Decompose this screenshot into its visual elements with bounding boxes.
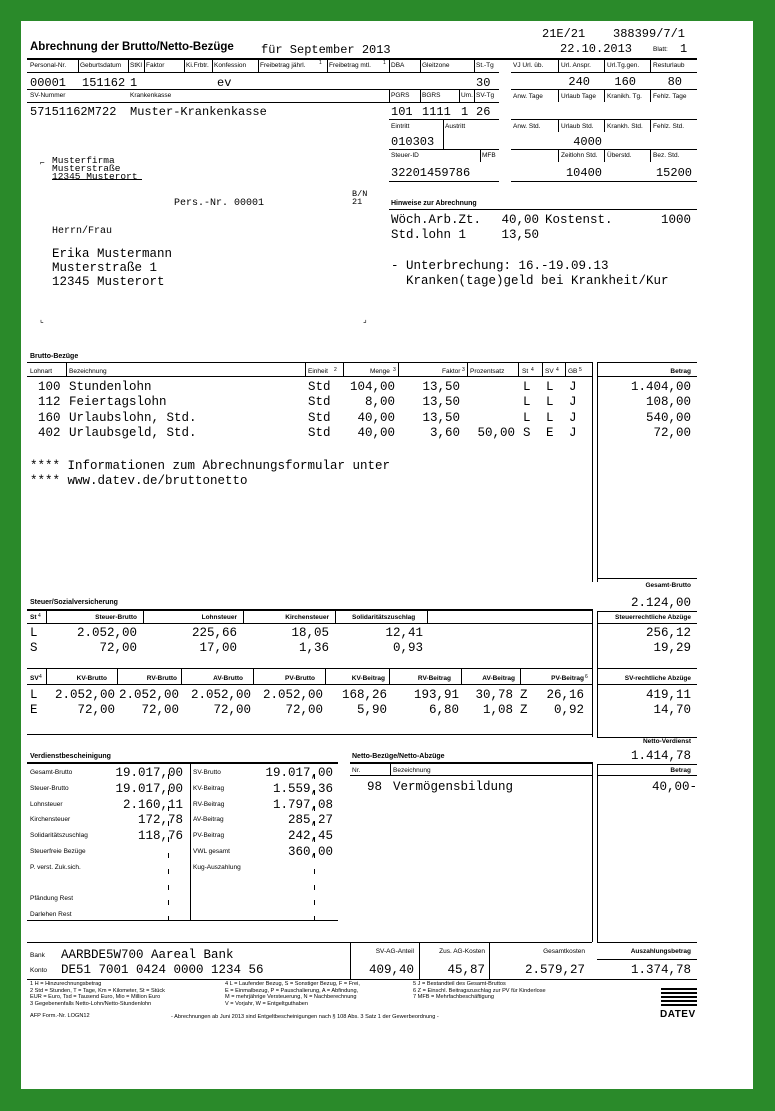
decimal-tick <box>168 774 169 779</box>
sv-rv-brutto: 2.052,00 <box>119 688 180 702</box>
corner-mark: ⌐ <box>40 158 45 167</box>
lohnart-gb: J <box>569 395 577 410</box>
lohnart-betrag: 72,00 <box>653 425 691 440</box>
verdienst-value: 118,76 <box>137 829 183 844</box>
lohnart-sv: L <box>546 410 554 425</box>
label-krankenkasse: Krankenkasse <box>130 92 172 99</box>
decimal-tick <box>168 916 169 921</box>
label-um: Um. <box>461 92 473 99</box>
lohnart-st: L <box>523 380 531 394</box>
verdienst-value: 285,27 <box>287 813 333 828</box>
sv-pv-brutto: 72,00 <box>285 703 323 717</box>
h-av-beitrag: AV-Beitrag <box>482 675 515 682</box>
lohnart-st: L <box>523 410 531 425</box>
decimal-tick <box>314 790 315 795</box>
label-st-tg: St.-Tg <box>476 62 494 69</box>
label-fehlz-std: Fehlz. Std. <box>653 123 685 130</box>
label-dba: DBA <box>391 62 405 69</box>
footnote-line: 1 H = Hinzurechnungsbetrag <box>30 981 102 987</box>
lohnart-gb: J <box>569 425 577 440</box>
h-st: St <box>522 368 529 375</box>
lohnart-sv: L <box>546 395 554 410</box>
sv-kv-brutto: 72,00 <box>77 703 115 717</box>
netto-nr: 98 <box>366 780 382 794</box>
label-freibetrag-jaehrl: Freibetrag jährl. <box>260 62 306 69</box>
fn-4a: 4 <box>531 367 534 373</box>
verdienst-label: Lohnsteuer <box>30 800 63 808</box>
decimal-tick <box>314 900 315 905</box>
sv-av-beitrag: 30,78 <box>475 688 513 702</box>
steuer-lohnsteuer: 17,00 <box>199 641 237 655</box>
lohnart-nr: 402 <box>38 425 61 440</box>
h-prozentsatz: Prozentsatz <box>470 368 505 375</box>
sv-ag-value: 409,40 <box>368 963 414 977</box>
decimal-tick <box>168 790 169 795</box>
lohnart-bezeichnung: Urlaubslohn, Std. <box>69 410 197 425</box>
hinweis-line2: Kranken(tage)geld bei Krankheit/Kur <box>406 274 669 288</box>
netto-betrag: 40,00- <box>651 780 697 794</box>
value-resturlaub: 80 <box>667 75 682 89</box>
sv-right-value: 419,11 <box>645 688 691 702</box>
netto-verdienst-value: 1.414,78 <box>630 749 691 763</box>
decimal-tick <box>168 806 169 811</box>
blatt-value: 1 <box>680 42 688 56</box>
verdienst-value: 19.017,00 <box>115 781 183 796</box>
verdienst-label: VWL gesamt <box>193 848 230 855</box>
lohnart-faktor: 13,50 <box>422 395 460 410</box>
sv-kv-brutto: 2.052,00 <box>54 688 115 702</box>
lohnart-einheit: Std <box>308 425 331 440</box>
label-ki-frbtr: Ki.Frbtr. <box>186 62 209 69</box>
sv-rv-beitrag: 6,80 <box>428 703 459 717</box>
h-faktor: Faktor <box>442 368 461 375</box>
lohnart-sv: L <box>546 380 554 394</box>
value-konfession: ev <box>217 76 232 90</box>
stdlohn-value: 13,50 <box>501 228 539 242</box>
verdienst-title: Verdienstbescheinigung <box>30 753 111 760</box>
bank-value: AARBDE5W700 Aareal Bank <box>61 948 234 962</box>
footnote-line: EUR = Euro, Tsd = Tausend Euro, Mio = Million Euro <box>30 994 161 1001</box>
verdienst-label: Steuer-Brutto <box>30 784 69 792</box>
lohnart-st: L <box>523 395 531 410</box>
h-menge: Menge <box>370 368 390 375</box>
fn-3b: 3 <box>462 367 465 373</box>
lohnart-gb: J <box>569 410 577 425</box>
value-stkl: 1 <box>130 76 138 90</box>
auszahlung-label: Auszahlungsbetrag <box>630 948 691 955</box>
empfaenger-street: Musterstraße 1 <box>52 261 158 275</box>
sv-pv-beitrag: 0,92 <box>553 703 584 717</box>
netto-bezeichnung: Vermögensbildung <box>393 780 514 794</box>
datev-stripes-icon <box>661 988 697 1006</box>
h-pv-brutto: PV-Brutto <box>285 675 315 682</box>
h-rv-brutto: RV-Brutto <box>146 675 177 682</box>
value-urlaub-std: 4000 <box>573 135 602 149</box>
steuer-lohnsteuer: 225,66 <box>191 626 237 640</box>
decimal-tick <box>168 869 169 874</box>
stdlohn-label: Std.lohn 1 <box>391 228 467 242</box>
footnote-line: E = Einmalbezug, P = Pauschalierung, A = Abfindung, <box>225 987 359 994</box>
verdienst-value: 2.160,11 <box>122 797 183 812</box>
label-faktor: Faktor <box>146 62 165 69</box>
firma-name: Musterfirma <box>52 155 115 166</box>
value-eintritt: 010303 <box>391 135 435 149</box>
label-fehlz-tage: Fehlz. Tage <box>653 93 687 100</box>
h-sv2: SV <box>30 675 39 682</box>
verdienst-value: 1.559,36 <box>272 781 333 796</box>
fn-6: 6 <box>585 674 588 680</box>
lohnart-betrag: 1.404,00 <box>630 380 691 394</box>
fn-2: 2 <box>334 367 337 373</box>
value-krankenkasse: Muster-Krankenkasse <box>130 105 267 119</box>
steuer-brutto: 72,00 <box>99 641 137 655</box>
label-bez-std: Bez. Std. <box>653 152 680 159</box>
label-sv-tg: SV-Tg <box>476 92 495 99</box>
label-gleitzone: Gleitzone <box>422 62 450 69</box>
gesamt-brutto-value: 2.124,00 <box>630 596 691 610</box>
label-eintritt: Eintritt <box>391 123 410 130</box>
sv-z-flag: Z <box>520 703 528 717</box>
netto-h-bez: Bezeichnung <box>393 767 431 774</box>
header-ref: 388399/7/1 <box>613 27 686 41</box>
h-av-brutto: AV-Brutto <box>213 675 243 682</box>
lohnart-faktor: 13,50 <box>422 380 460 394</box>
lohnart-menge: 8,00 <box>364 395 395 410</box>
steuer-right-value: 256,12 <box>645 626 691 640</box>
steuer-st: S <box>30 641 38 655</box>
zus-ag-value: 45,87 <box>447 963 485 977</box>
label-anw-std: Anw. Std. <box>513 123 541 130</box>
steuer-brutto: 2.052,00 <box>76 626 137 640</box>
header-date: 22.10.2013 <box>560 42 633 56</box>
verdienst-label: P. verst. Zuk.sich. <box>30 863 81 871</box>
konto-value: DE51 7001 0424 0000 1234 56 <box>61 963 264 977</box>
label-urlaub-std: Urlaub Std. <box>561 123 594 130</box>
footnotes-col-1 <box>30 981 165 1007</box>
verdienst-label: Kug-Auszahlung <box>193 863 241 871</box>
decimal-tick <box>314 869 315 874</box>
bn-bottom: 21 <box>352 197 363 207</box>
datev-logo: DATEV <box>660 1009 696 1020</box>
lohnart-betrag: 108,00 <box>645 395 691 410</box>
verdienst-label: Darlehen Rest <box>30 911 72 919</box>
fn-5: 5 <box>579 367 582 373</box>
steuer-right-value: 19,29 <box>653 641 691 655</box>
h-kv-brutto: KV-Brutto <box>76 675 107 682</box>
verdienst-label: KV-Beitrag <box>193 784 225 792</box>
verdienst-value: 19.017,00 <box>115 766 183 780</box>
decimal-tick <box>168 837 169 842</box>
lohnart-nr: 160 <box>38 410 61 425</box>
value-st-tg: 30 <box>476 76 491 90</box>
h-gb: GB <box>568 368 578 375</box>
payslip-sheet <box>21 21 753 1089</box>
footnotes-col-3 <box>413 981 546 1001</box>
label-austritt: Austritt <box>445 123 466 130</box>
footnotes-col-2 <box>225 981 360 1007</box>
lohnart-einheit: Std <box>308 410 331 425</box>
sv-right-label: SV-rechtliche Abzüge <box>624 675 691 682</box>
label-anw-tage: Anw. Tage <box>513 93 543 100</box>
label-freibetrag-mtl: Freibetrag mtl. <box>329 62 371 69</box>
gesamtkosten-label: Gesamtkosten <box>543 948 585 955</box>
sv-pv-beitrag: 26,16 <box>546 688 584 702</box>
woech-value: 40,00 <box>501 213 539 227</box>
steuer-kirchensteuer: 1,36 <box>298 641 329 655</box>
h-rv-beitrag: RV-Beitrag <box>417 675 451 682</box>
footnote-line: 5 J = Bestandteil des Gesamt-Bruttos <box>413 981 506 987</box>
label-ueberstd: Überstd. <box>607 152 632 159</box>
verdienst-label: RV-Beitrag <box>193 800 225 808</box>
footnote-line: V = Vorjahr, W = Entgeltguthaben <box>225 1000 309 1007</box>
decimal-tick <box>168 821 169 826</box>
label-zeitlohn-std: Zeitlohn Std. <box>561 152 598 159</box>
h-steuer-brutto: Steuer-Brutto <box>95 614 137 621</box>
h-bezeichnung: Bezeichnung <box>69 368 107 375</box>
h-lohnsteuer: Lohnsteuer <box>201 614 237 621</box>
firma-city: 12345 Musterort <box>52 171 138 182</box>
lohnart-faktor: 3,60 <box>429 425 460 440</box>
steuer-kirchensteuer: 18,05 <box>291 626 329 640</box>
value-steuer-id: 32201459786 <box>391 166 471 180</box>
empfaenger-name: Erika Mustermann <box>52 247 173 261</box>
h-betrag: Betrag <box>670 368 691 375</box>
decimal-tick <box>314 821 315 826</box>
value-geburtsdatum: 151162 <box>82 76 126 90</box>
verdienst-value: 172,78 <box>137 813 183 828</box>
fn-3a: 3 <box>393 367 396 373</box>
steuer-right-label: Steuerrechtliche Abzüge <box>615 614 691 621</box>
lohnart-bezeichnung: Feiertagslohn <box>69 395 167 410</box>
lohnart-st: S <box>523 425 531 440</box>
info-line-2: **** www.datev.de/bruttonetto <box>30 474 248 488</box>
h-kv-beitrag: KV-Beitrag <box>351 675 385 682</box>
empfaenger-city: 12345 Musterort <box>52 275 165 289</box>
label-sv-nummer: SV-Nummer <box>30 92 66 99</box>
verdienst-label: Pfändung Rest <box>30 895 74 903</box>
corner-mark: ⌞ <box>40 315 44 324</box>
gesamtkosten-value: 2.579,27 <box>524 963 585 977</box>
brutto-title: Brutto-Bezüge <box>30 353 79 360</box>
lohnart-nr: 100 <box>38 380 61 394</box>
info-line-1: **** Informationen zum Abrechnungsformular unter <box>30 459 391 473</box>
verdienst-label: Gesamt-Brutto <box>30 769 73 776</box>
footnote-line: 6 Z = Einschl. Beitragszuschlag zur PV für Kinderlose <box>413 987 546 994</box>
value-sv-nummer: 57151162M722 <box>30 105 117 119</box>
lohnart-menge: 40,00 <box>357 410 395 425</box>
decimal-tick <box>314 885 315 890</box>
sv-kz: E <box>30 703 38 717</box>
label-krankh-std: Krankh. Std. <box>607 123 643 130</box>
legal-note: - Abrechnungen ab Juni 2013 sind Entgeltbescheinigungen nach § 108 Abs. 3 Satz 1 der Gewerbeordnung - <box>171 1014 439 1020</box>
verdienst-label: Solidaritätszuschlag <box>30 832 88 840</box>
sv-ag-label: SV-AG-Anteil <box>375 948 414 955</box>
sv-av-brutto: 2.052,00 <box>190 688 251 702</box>
label-personal-nr: Personal-Nr. <box>30 62 67 69</box>
verdienst-value: 360,00 <box>287 845 333 859</box>
footnote-1b: 1 <box>383 60 386 66</box>
value-url-anspr: 240 <box>568 75 590 89</box>
label-urlaub-tage: Urlaub Tage <box>561 93 596 100</box>
lohnart-menge: 40,00 <box>357 425 395 440</box>
footnote-line: 2 Std = Stunden, T = Tage, Km = Kilometer, St = Stück <box>30 987 165 994</box>
decimal-tick <box>314 853 315 858</box>
value-sv-tg: 26 <box>476 105 491 119</box>
decimal-tick <box>168 853 169 858</box>
value-url-tg-gen: 160 <box>614 75 636 89</box>
decimal-tick <box>168 885 169 890</box>
sv-right-value: 14,70 <box>653 703 691 717</box>
sv-rv-beitrag: 193,91 <box>413 688 459 702</box>
sv-av-beitrag: 1,08 <box>482 703 513 717</box>
hinweis-line1: - Unterbrechung: 16.-19.09.13 <box>391 259 609 273</box>
verdienst-label: Kirchensteuer <box>30 816 71 824</box>
label-pgrs: PGRS <box>391 92 410 99</box>
h-soli: Solidaritätszuschlag <box>352 614 416 621</box>
footnote-line: M = mehrjährige Versteuerung, N = Nachberechnung <box>225 994 357 1001</box>
steuer-soli: 0,93 <box>392 641 423 655</box>
bank-label: Bank <box>30 952 45 959</box>
footnote-line: 4 L = Laufender Bezug, S = Sonstiger Bezug, F = Frei, <box>225 981 360 987</box>
sv-rv-brutto: 72,00 <box>141 703 179 717</box>
lohnart-bezeichnung: Stundenlohn <box>69 380 152 394</box>
fn-4c: 4 <box>38 613 41 619</box>
verdienst-label: SV-Brutto <box>193 769 221 776</box>
konto-label: Konto <box>30 967 47 974</box>
decimal-tick <box>168 900 169 905</box>
lohnart-bezeichnung: Urlaubsgeld, Std. <box>69 425 197 440</box>
h-sv: SV <box>545 368 554 375</box>
header-period: für September 2013 <box>261 43 391 57</box>
lohnart-einheit: Std <box>308 380 331 394</box>
lohnart-gb: J <box>569 380 577 394</box>
decimal-tick <box>314 806 315 811</box>
lohnart-nr: 112 <box>38 395 61 410</box>
verdienst-label: Steuerfreie Bezüge <box>30 848 86 855</box>
blatt-label: Blatt: <box>653 46 668 53</box>
h-kirchensteuer: Kirchensteuer <box>285 614 329 621</box>
decimal-tick <box>314 916 315 921</box>
lohnart-einheit: Std <box>308 395 331 410</box>
netto-h-nr: Nr. <box>352 767 361 774</box>
zus-ag-label: Zus. AG-Kosten <box>439 948 485 955</box>
lohnart-sv: E <box>546 425 554 440</box>
woech-label: Wöch.Arb.Zt. <box>391 213 482 227</box>
verdienst-value: 1.797,08 <box>272 797 333 812</box>
footnote-line: 7 MFB = Mehrfachbeschäftigung <box>413 994 494 1001</box>
kostenst-label: Kostenst. <box>545 213 613 227</box>
steuer-title: Steuer/Sozialversicherung <box>30 599 118 606</box>
sv-z-flag: Z <box>520 688 528 702</box>
label-stkl: StKl <box>130 62 142 69</box>
lohnart-faktor: 13,50 <box>422 410 460 425</box>
label-url-anspr: Url. Anspr. <box>561 62 591 69</box>
sv-kz: L <box>30 688 38 702</box>
netto-verdienst-label: Netto-Verdienst <box>642 738 691 745</box>
value-bez-std: 15200 <box>655 166 692 180</box>
lohnart-prozentsatz: 50,00 <box>477 425 515 440</box>
lohnart-betrag: 540,00 <box>645 410 691 425</box>
decimal-tick <box>314 837 315 842</box>
label-resturlaub: Resturlaub <box>653 62 685 69</box>
kostenst-value: 1000 <box>660 213 691 227</box>
salutation: Herrn/Frau <box>52 226 113 237</box>
label-geburtsdatum: Geburtsdatum <box>80 62 122 69</box>
verdienst-label: AV-Beitrag <box>193 816 224 824</box>
lohnart-menge: 104,00 <box>349 380 395 394</box>
label-krankh-tg: Kranikh. Tg. <box>607 93 642 100</box>
h-lohnart: Lohnart <box>30 368 53 375</box>
fn-4b: 4 <box>556 367 559 373</box>
footnote-1a: 1 <box>319 60 322 66</box>
bn-top: B/N <box>352 189 368 199</box>
sv-kv-beitrag: 5,90 <box>356 703 387 717</box>
netto-title: Netto-Bezüge/Netto-Abzüge <box>352 753 445 760</box>
value-pgrs: 101 <box>391 105 413 119</box>
verdienst-value: 242,45 <box>287 829 333 844</box>
label-url-tg-gen: Url.Tg.gen. <box>607 62 640 69</box>
hinweise-title: Hinweise zur Abrechnung <box>391 200 477 207</box>
value-um: 1 <box>461 105 469 119</box>
fn-4d: 4 <box>39 674 42 680</box>
header-code: 21E/21 <box>542 27 586 41</box>
decimal-tick <box>314 774 315 779</box>
value-zeitlohn-std: 10400 <box>565 166 602 180</box>
label-vj-url: VJ Url. üb. <box>513 62 544 69</box>
page-title: Abrechnung der Brutto/Netto-Bezüge <box>30 41 234 53</box>
steuer-soli: 12,41 <box>385 626 423 640</box>
value-bgrs: 1111 <box>422 105 451 119</box>
label-mfb: MFB <box>482 152 496 159</box>
sv-pv-brutto: 2.052,00 <box>262 688 323 702</box>
gesamt-brutto-label: Gesamt-Brutto <box>645 582 691 589</box>
verdienst-label: PV-Beitrag <box>193 832 225 840</box>
corner-mark: ⌟ <box>363 315 367 324</box>
h-st2: St <box>30 614 37 621</box>
firma-street: Musterstraße <box>52 163 121 174</box>
netto-h-betrag: Betrag <box>670 767 691 774</box>
steuer-st: L <box>30 626 38 640</box>
sv-kv-beitrag: 168,26 <box>341 688 387 702</box>
form-nr: AFP Form.-Nr. LOGN12 <box>30 1013 90 1019</box>
footnote-line: 3 Gegebenenfalls Netto-Lohn/Netto-Stundenlohn <box>30 1000 152 1007</box>
h-einheit: Einheit <box>308 368 328 375</box>
auszahlung-value: 1.374,78 <box>630 963 691 977</box>
verdienst-value: 19.017,00 <box>265 766 333 780</box>
pers-nr-line: Pers.-Nr. 00001 <box>174 198 265 209</box>
h-pv-beitrag: PV-Beitrag <box>551 675 584 682</box>
label-konfession: Konfession <box>214 62 247 69</box>
value-personal-nr: 00001 <box>30 76 67 90</box>
label-bgrs: BGRS <box>422 92 441 99</box>
sv-av-brutto: 72,00 <box>213 703 251 717</box>
label-steuer-id: Steuer-ID <box>391 152 419 159</box>
